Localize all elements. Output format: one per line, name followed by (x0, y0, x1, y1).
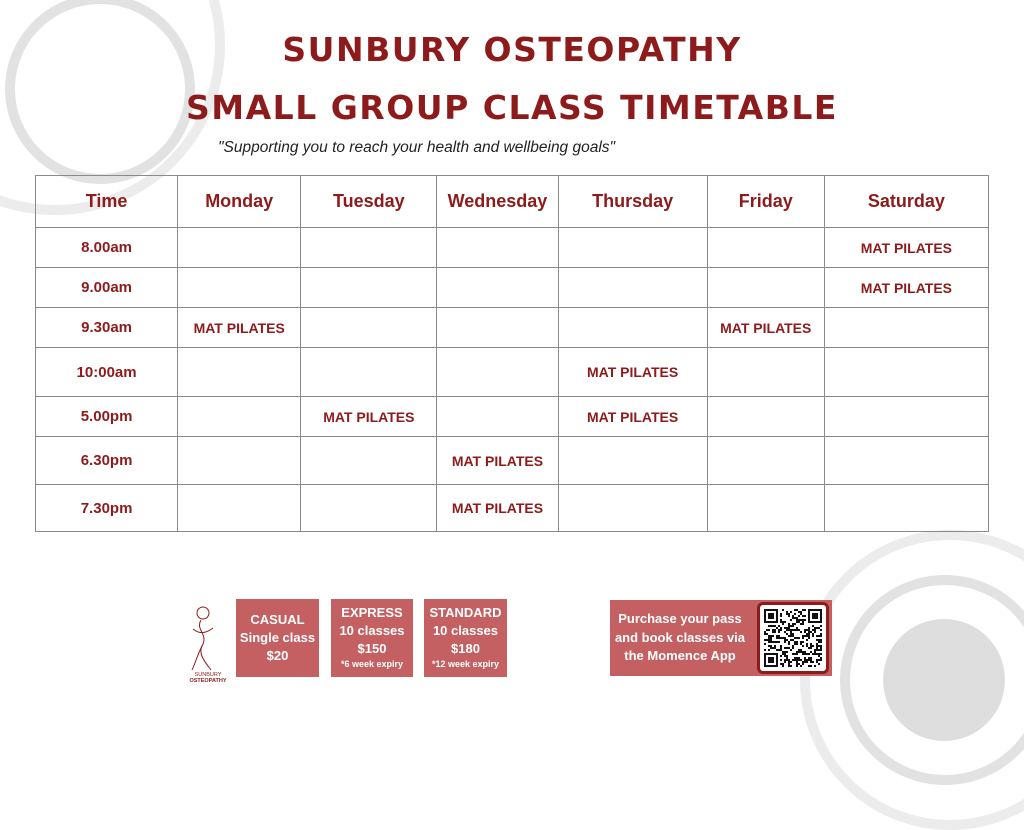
class-cell (178, 485, 301, 532)
class-cell (437, 308, 558, 348)
pricing-price: $20 (266, 648, 289, 663)
class-cell: MAT PILATES (178, 308, 301, 348)
class-cell (178, 228, 301, 268)
class-cell (301, 268, 437, 308)
time-cell: 8.00am (36, 228, 178, 268)
class-cell (301, 437, 437, 485)
purchase-line: Purchase your pass (618, 611, 742, 626)
time-cell: 9.00am (36, 268, 178, 308)
page-subtitle: SMALL GROUP CLASS TIMETABLE (186, 88, 838, 127)
clinic-logo (183, 604, 233, 688)
class-cell (707, 348, 824, 397)
purchase-panel (610, 600, 832, 676)
class-cell (558, 308, 707, 348)
class-cell: MAT PILATES (558, 348, 707, 397)
class-cell: MAT PILATES (437, 485, 558, 532)
qr-code-pattern (760, 605, 826, 671)
purchase-text (610, 610, 750, 666)
time-cell: 6.30pm (36, 437, 178, 485)
class-cell (437, 348, 558, 397)
column-header: Monday (178, 176, 301, 228)
class-cell (707, 397, 824, 437)
pricing-name: EXPRESS (341, 605, 403, 620)
class-cell (558, 228, 707, 268)
page-title: SUNBURY OSTEOPATHY (282, 30, 742, 69)
pricing-standard (424, 599, 507, 677)
purchase-line: and book classes via (614, 629, 746, 645)
pricing-note: *6 week expiry (340, 659, 404, 669)
class-cell (707, 268, 824, 308)
table-row (36, 397, 989, 437)
class-cell: MAT PILATES (707, 308, 824, 348)
class-cell: MAT PILATES (824, 228, 988, 268)
class-cell (558, 268, 707, 308)
time-cell: 7.30pm (36, 485, 178, 532)
class-cell (824, 308, 988, 348)
column-header: Saturday (824, 176, 988, 228)
table-header-row (36, 176, 989, 228)
pricing-price: $150 (357, 641, 387, 656)
table-row (36, 348, 989, 397)
class-cell: MAT PILATES (437, 437, 558, 485)
pricing-desc: 10 classes (432, 623, 499, 638)
pricing-desc: Single class (239, 630, 316, 645)
class-cell (437, 397, 558, 437)
pricing-price: $180 (451, 641, 480, 656)
class-cell (707, 228, 824, 268)
class-cell (824, 348, 988, 397)
logo-text-line2: OSTEOPATHY (189, 678, 227, 684)
column-header: Thursday (558, 176, 707, 228)
class-cell (301, 228, 437, 268)
pricing-note: *12 week expiry (431, 659, 500, 669)
class-cell: MAT PILATES (301, 397, 437, 437)
column-header: Tuesday (301, 176, 437, 228)
qr-code-icon[interactable] (757, 602, 829, 674)
class-timetable (35, 175, 989, 532)
table-row (36, 268, 989, 308)
column-header: Friday (707, 176, 824, 228)
column-header: Time (36, 176, 178, 228)
logo-text-line1: SUNBURY (194, 672, 222, 678)
class-cell (437, 228, 558, 268)
class-cell (707, 437, 824, 485)
class-cell (558, 485, 707, 532)
time-cell: 10:00am (36, 348, 178, 397)
table-row (36, 437, 989, 485)
class-cell (301, 485, 437, 532)
class-cell (824, 485, 988, 532)
class-cell (707, 485, 824, 532)
class-cell (178, 397, 301, 437)
pricing-casual (236, 599, 319, 677)
decorative-circle-fill-bottom (883, 619, 1005, 741)
class-cell (824, 397, 988, 437)
pricing-express (331, 599, 413, 677)
class-cell (558, 437, 707, 485)
pricing-name: STANDARD (429, 605, 502, 620)
class-cell (178, 348, 301, 397)
class-cell: MAT PILATES (558, 397, 707, 437)
table-row (36, 308, 989, 348)
time-cell: 5.00pm (36, 397, 178, 437)
class-cell: MAT PILATES (824, 268, 988, 308)
class-cell (437, 268, 558, 308)
class-cell (178, 437, 301, 485)
purchase-line: the Momence App (624, 648, 736, 663)
pricing-desc: 10 classes (339, 623, 405, 638)
class-cell (301, 308, 437, 348)
table-row (36, 228, 989, 268)
tagline: "Supporting you to reach your health and wellbeing goals" (218, 139, 616, 156)
figure-logo-icon (183, 604, 233, 672)
class-cell (824, 437, 988, 485)
column-header: Wednesday (437, 176, 558, 228)
pricing-name: CASUAL (250, 612, 305, 627)
class-cell (178, 268, 301, 308)
class-cell (301, 348, 437, 397)
time-cell: 9.30am (36, 308, 178, 348)
table-row (36, 485, 989, 532)
